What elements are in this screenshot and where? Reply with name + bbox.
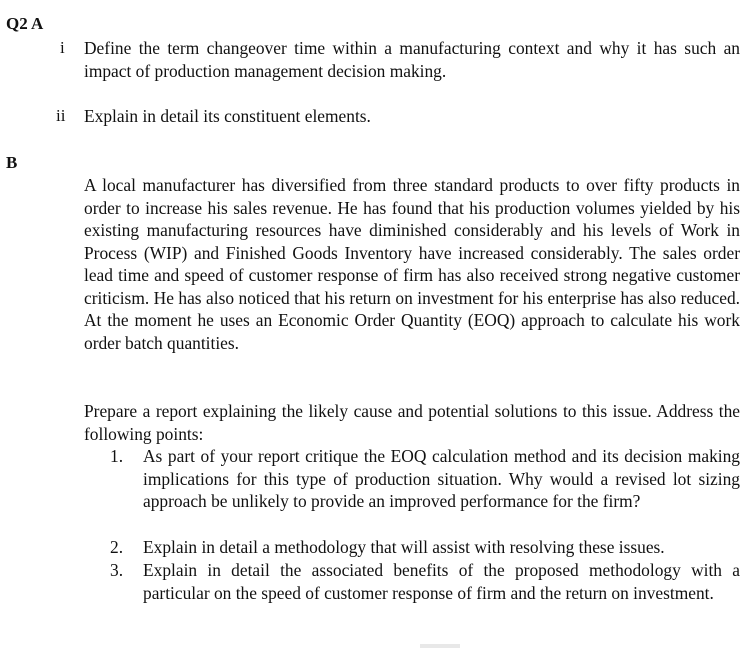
sub-question-numeral-ii: ii: [56, 106, 66, 125]
list-number: 2.: [110, 537, 124, 557]
list-text: As part of your report critique the EOQ calculation method and its decision making implications for this type of production situation. Why would a revised lot sizing approach be unlikely to provide an improved performance for the firm?: [143, 446, 740, 511]
sub-question-text-i: Define the term changeover time within a manufacturing context and why it has such an impact of production management decision making.: [84, 38, 740, 81]
scenario-paragraph: A local manufacturer has diversified from three standard products to over fifty products in order to increase his sales revenue. He has found that his production volumes yielded by his existing manufacturing resources have diminished considerably and his levels of Work in Process (WIP) and Finished Goods Inventory have increased considerably. The sales order lead time and speed of customer response of firm has also received strong negative customer criticism. He has also noticed that his return on investment for his enterprise has also reduced. At the moment he uses an Economic Order Quantity (EOQ) approach to calculate his work order batch quantities.: [84, 175, 740, 353]
sub-question-text-ii: Explain in detail its constituent elements.: [84, 106, 371, 126]
list-text: Explain in detail the associated benefits of the proposed methodology with a particular on the speed of customer response of firm and the return on investment.: [143, 560, 740, 603]
question-label: Q2 A: [6, 14, 44, 33]
instruction-paragraph: Prepare a report explaining the likely cause and potential solutions to this issue. Address the following points:: [84, 401, 740, 444]
list-text: Explain in detail a methodology that will assist with resolving these issues.: [143, 537, 665, 557]
list-item-1: [110, 445, 740, 535]
part-b-label: B: [6, 153, 18, 172]
list-number: 3.: [110, 560, 124, 580]
list-number: 1.: [110, 446, 124, 466]
list-item-2: [110, 536, 740, 559]
sub-question-numeral-i: i: [60, 38, 65, 57]
page-edge-divider: [420, 644, 460, 648]
list-item-3: [110, 559, 740, 629]
